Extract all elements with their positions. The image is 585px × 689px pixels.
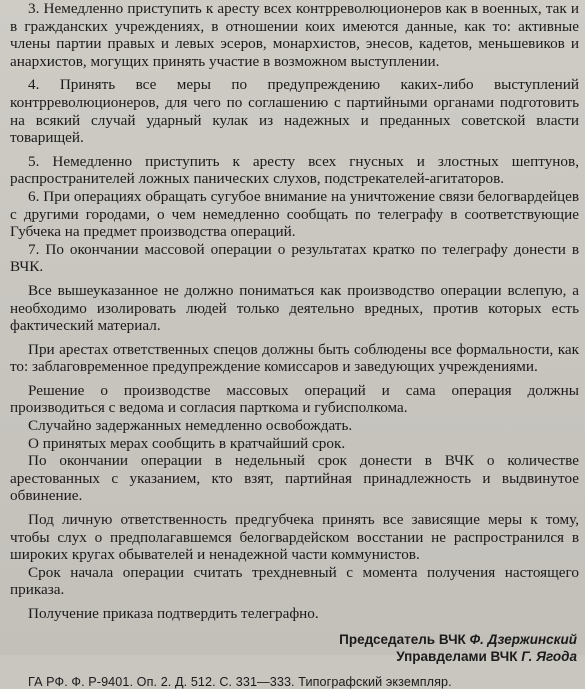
signature-chairman — [10, 631, 577, 648]
paragraph-weekly-report: По окончании операции в недельный срок донести в ВЧК о количестве арестованных с указанием, кто взят, партийная принадлежность и выдвинутое обвинение. — [10, 452, 579, 505]
archive-reference: ГА РФ. Ф. Р-9401. Оп. 2. Д. 512. С. 331—333. Типографский экземпляр. — [28, 674, 452, 689]
paragraph-deadline: Срок начала операции считать трехдневный с момента получения настоящего приказа. — [10, 563, 579, 599]
paragraph-report-measures: О принятых мерах сообщить в кратчайший срок. — [28, 434, 346, 452]
paragraph-5: 5. Немедленно приступить к аресту всех гнусных и злостных шептунов, распространителей ложных панических слухов, подстрекателей-агитаторов. — [10, 152, 579, 188]
signature-manager — [10, 648, 577, 665]
signature-title: Председатель ВЧК — [339, 631, 466, 647]
paragraph-release: Случайно задержанных немедленно освобождать. — [28, 417, 353, 435]
paragraph-6: 6. При операциях обращать сугубое внимание на уничтожение связи белогвардейцев с другими городами, о чем немедленно сообщать по телеграфу в соответствующие Губчека на предмет производства операций. — [10, 187, 579, 241]
paragraph-7: 7. По окончании массовой операции о результатах кратко по телеграфу донести в ВЧК. — [10, 240, 579, 276]
paragraph-decision: Решение о производстве массовых операций и сама операция должны производиться с ведома и согласия парткома и губисполкома. — [10, 381, 579, 417]
paragraph-3: 3. Немедленно приступить к аресту всех контрреволюционеров как в военных, так и в гражданских учреждениях, в отношении коих имеются данные, как то: активные члены партии правых и левых эсеров, монархистов, энесов, кадетов, меньшевиков и анархистов, могущих принять участие в возможном выступлении. — [10, 0, 579, 70]
signature-title: Управделами ВЧК — [396, 648, 518, 664]
paragraph-confirm: Получение приказа подтвердить телеграфно. — [28, 605, 319, 622]
paragraph-4: 4. Принять все меры по предупреждению каких-либо выступлений контрреволюционеров, для чего по соглашению с партийными органами подготовить на всякий случай ударный кулак из надежных и преданных советской власти товарищей. — [10, 76, 579, 147]
paragraph-arrests-specialists: При арестах ответственных спецов должны быть соблюдены все формальности, как то: заблаговременное предупреждение комиссаров и заведующих учреждениями. — [10, 340, 579, 376]
paragraph-all-above: Все вышеуказанное не должно пониматься как производство операции вслепую, а необходимо изолировать людей только деятельно вредных, против которых есть фактический материал. — [10, 281, 579, 335]
paragraph-responsibility: Под личную ответственность предгубчека принять все зависящие меры к тому, чтобы слух о предполагавшемся белогвардейском восстании не распространился в широких кругах обывателей и ненадежной части коммунистов. — [10, 511, 579, 564]
signature-name: Г. Ягода — [521, 648, 577, 664]
signature-name: Ф. Дзержинский — [469, 631, 577, 647]
signature-block — [10, 631, 577, 665]
